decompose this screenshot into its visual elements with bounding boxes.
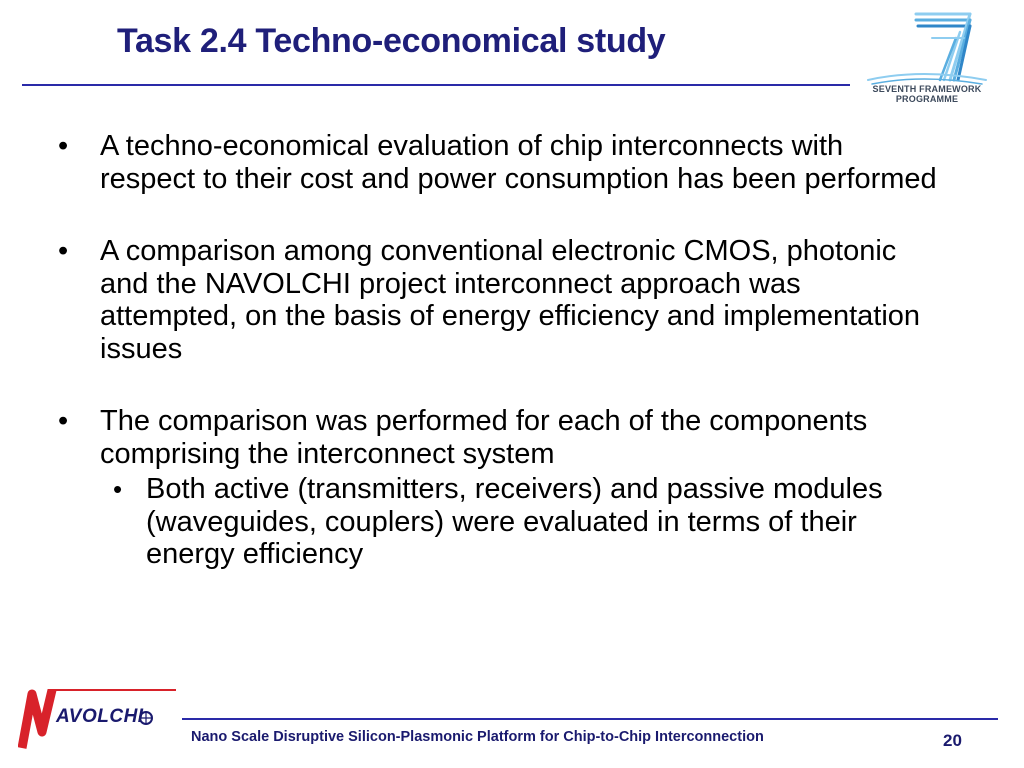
slide-title: Task 2.4 Techno-economical study bbox=[117, 22, 666, 60]
fp7-caption bbox=[862, 84, 992, 104]
footer-divider bbox=[182, 718, 998, 720]
bullet-list bbox=[58, 130, 938, 611]
bullet-item-3 bbox=[58, 405, 938, 571]
bullet-item-1 bbox=[58, 130, 938, 195]
fp7-caption-line2: PROGRAMME bbox=[895, 94, 959, 104]
bullet-marker: • bbox=[58, 405, 69, 437]
navolchi-wordmark: AVOLCHI bbox=[56, 706, 144, 727]
sub-bullet-marker: • bbox=[113, 474, 123, 504]
bullet-text: The comparison was performed for each of the components comprising the interconnect system bbox=[100, 405, 868, 470]
bullet-text: A techno-economical evaluation of chip interconnects with respect to their cost and power consumption has been performed bbox=[100, 130, 937, 195]
footer-caption: Nano Scale Disruptive Silicon-Plasmonic Platform for Chip-to-Chip Interconnection bbox=[191, 729, 764, 745]
bullet-marker: • bbox=[58, 130, 69, 162]
sub-bullet-text: Both active (transmitters, receivers) and passive modules (waveguides, couplers) were evaluated in terms of their energy efficiency bbox=[146, 473, 883, 570]
bullet-item-2 bbox=[58, 235, 938, 365]
sub-bullet-item bbox=[100, 473, 938, 571]
page-number: 20 bbox=[943, 731, 962, 750]
bullet-text: A comparison among conventional electronic CMOS, photonic and the NAVOLCHI project interconnect approach was attempted, on the basis of energy efficiency and implementation issues bbox=[100, 235, 921, 365]
fp7-caption-line1: SEVENTH FRAMEWORK bbox=[872, 84, 982, 94]
title-divider bbox=[22, 84, 850, 86]
bullet-marker: • bbox=[58, 235, 69, 267]
